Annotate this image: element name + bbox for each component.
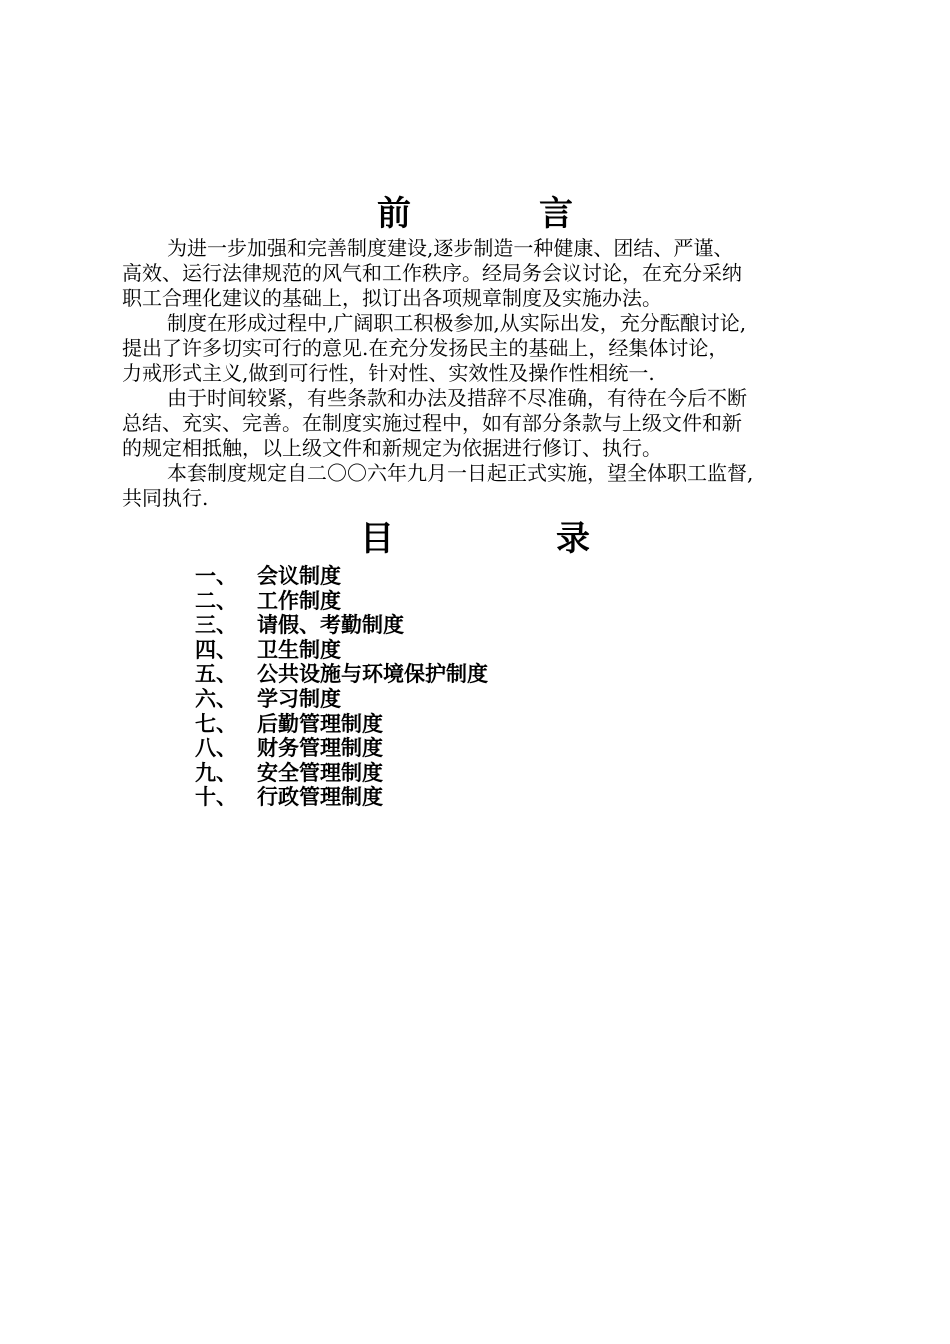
toc-title-left: 目 xyxy=(360,519,394,559)
preface-paragraph xyxy=(122,386,832,461)
toc-item-label: 请假、考勤制度 xyxy=(257,613,404,638)
preface-body xyxy=(122,236,832,511)
preface-line: 为进一步加强和完善制度建设,逐步制造一种健康、团结、严谨、 xyxy=(167,236,734,260)
table-of-contents xyxy=(195,564,488,810)
preface-line: 职工合理化建议的基础上，拟订出各项规章制度及实施办法。 xyxy=(122,286,662,310)
preface-line: 共同执行. xyxy=(122,486,209,510)
toc-item-number: 四、 xyxy=(195,637,237,662)
toc-item-number: 十、 xyxy=(195,785,237,810)
toc-item-label: 行政管理制度 xyxy=(257,785,383,810)
toc-item-number: 三、 xyxy=(195,613,237,638)
preface-line: 力戒形式主义,做到可行性，针对性、实效性及操作性相统一. xyxy=(122,361,655,385)
toc-item xyxy=(195,564,488,589)
preface-paragraph xyxy=(122,236,832,311)
toc-item xyxy=(195,613,488,638)
preface-line: 本套制度规定自二〇〇六年九月一日起正式实施，望全体职工监督, xyxy=(167,461,754,485)
preface-title xyxy=(0,194,950,234)
toc-item-label: 学习制度 xyxy=(257,686,341,711)
toc-item-label: 卫生制度 xyxy=(257,637,341,662)
toc-item-label: 安全管理制度 xyxy=(257,760,383,785)
toc-item-label: 工作制度 xyxy=(257,588,341,613)
preface-line: 的规定相抵触，以上级文件和新规定为依据进行修订、执行。 xyxy=(122,436,662,460)
preface-line: 提出了许多切实可行的意见.在充分发扬民主的基础上，经集体讨论， xyxy=(122,336,729,360)
preface-paragraph xyxy=(122,311,832,386)
toc-item-number: 八、 xyxy=(195,736,237,761)
preface-paragraph xyxy=(122,461,832,511)
toc-item xyxy=(195,785,488,810)
toc-title-right: 录 xyxy=(556,519,590,559)
toc-item xyxy=(195,687,488,712)
toc-item-number: 一、 xyxy=(195,564,237,588)
preface-line: 总结、充实、完善。在制度实施过程中，如有部分条款与上级文件和新 xyxy=(122,411,742,435)
toc-item-number: 二、 xyxy=(195,588,237,613)
toc-item xyxy=(195,638,488,663)
preface-line: 制度在形成过程中,广阔职工积极参加,从实际出发，充分酝酿讨论, xyxy=(167,311,747,335)
preface-title-left: 前 xyxy=(377,194,411,234)
toc-item-number: 六、 xyxy=(195,686,237,711)
toc-item xyxy=(195,761,488,786)
toc-item-number: 七、 xyxy=(195,711,237,736)
toc-item xyxy=(195,712,488,737)
toc-item xyxy=(195,662,488,687)
toc-item xyxy=(195,736,488,761)
toc-item-label: 会议制度 xyxy=(257,564,341,588)
preface-title-right: 言 xyxy=(539,194,573,234)
toc-item-number: 五、 xyxy=(195,662,237,687)
preface-line: 由于时间较紧，有些条款和办法及措辞不尽准确，有待在今后不断 xyxy=(167,386,747,410)
toc-item-label: 财务管理制度 xyxy=(257,736,383,761)
toc-title xyxy=(0,519,950,559)
toc-item-label: 公共设施与环境保护制度 xyxy=(257,662,488,687)
preface-line: 高效、运行法律规范的风气和工作秩序。经局务会议讨论，在充分采纳 xyxy=(122,261,742,285)
toc-item xyxy=(195,589,488,614)
toc-item-label: 后勤管理制度 xyxy=(257,711,383,736)
toc-item-number: 九、 xyxy=(195,760,237,785)
